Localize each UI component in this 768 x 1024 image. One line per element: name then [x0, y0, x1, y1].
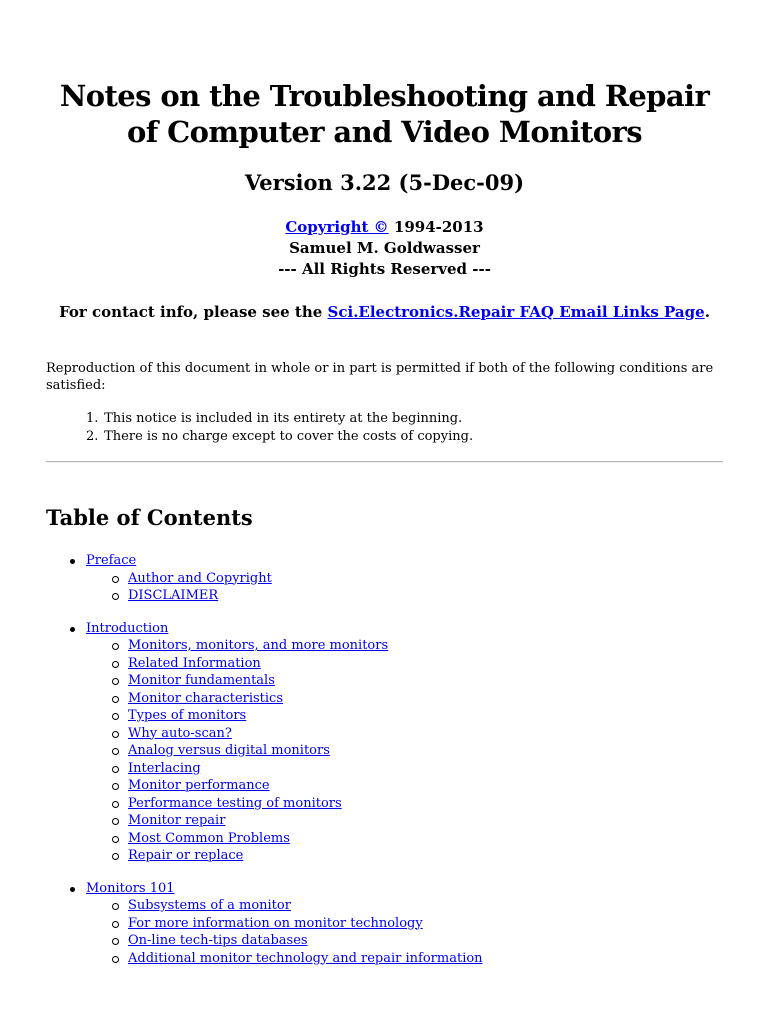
- toc-subitem: [46, 760, 723, 778]
- toc-link-monitors-101[interactable]: Monitors 101: [86, 880, 175, 896]
- toc-subitem: [46, 847, 723, 865]
- toc-link[interactable]: Interlacing: [128, 760, 201, 776]
- credits-block: [46, 217, 723, 280]
- condition-item: [86, 410, 763, 428]
- bullet-circle-icon: [112, 938, 119, 945]
- version-heading: Version 3.22 (5-Dec-09): [244, 170, 525, 195]
- horizontal-divider: [46, 461, 723, 463]
- condition-text: This notice is included in its entirety at the beginning.: [104, 411, 463, 426]
- bullet-circle-icon: [112, 713, 119, 720]
- toc-link-preface[interactable]: Preface: [86, 553, 137, 568]
- bullet-circle-icon: [112, 956, 119, 963]
- toc-section-item: [46, 552, 723, 570]
- toc-section-monitors-101: [46, 880, 723, 968]
- toc-subitem: [46, 725, 723, 743]
- bullet-circle-icon: [112, 836, 119, 843]
- toc-link[interactable]: Monitor fundamentals: [128, 673, 275, 688]
- toc-section-introduction: [46, 620, 723, 865]
- toc-subitem: [46, 795, 723, 813]
- author-name: Samuel M. Goldwasser: [289, 239, 480, 257]
- bullet-circle-icon: [112, 801, 119, 808]
- bullet-circle-icon: [112, 576, 119, 583]
- toc-subitem: [46, 932, 723, 950]
- toc-link[interactable]: Monitor performance: [128, 778, 270, 793]
- bullet-circle-icon: [112, 593, 119, 600]
- toc-link[interactable]: Performance testing of monitors: [128, 795, 342, 811]
- toc-link[interactable]: Most Common Problems: [128, 830, 290, 846]
- toc-subitem: [46, 707, 723, 725]
- bullet-circle-icon: [112, 678, 119, 685]
- copyright-link[interactable]: Copyright ©: [285, 218, 389, 236]
- condition-number: 2.: [86, 428, 99, 444]
- toc-link[interactable]: Author and Copyright: [128, 570, 272, 586]
- bullet-disc-icon: [70, 559, 75, 564]
- conditions-list: [46, 410, 763, 445]
- copyright-line: [46, 217, 723, 238]
- reproduction-notice: Reproduction of this document in whole or in part is permitted if both of the following conditions are satisfied:: [46, 361, 714, 393]
- condition-item: [86, 428, 763, 446]
- bullet-circle-icon: [112, 921, 119, 928]
- toc-section-item: [46, 620, 723, 638]
- toc-link-introduction[interactable]: Introduction: [86, 620, 169, 636]
- toc-link[interactable]: Monitor repair: [128, 813, 226, 828]
- toc-link[interactable]: Additional monitor technology and repair information: [128, 950, 483, 966]
- toc-subitem: [46, 950, 723, 968]
- toc-subitem: [46, 742, 723, 760]
- toc-link[interactable]: Types of monitors: [128, 708, 247, 723]
- page-title: Notes on the Troubleshooting and Repair of Computer and Video Monitors: [59, 79, 710, 149]
- toc-link[interactable]: Related Information: [128, 655, 261, 671]
- toc-subitem: [46, 830, 723, 848]
- contact-line: [46, 302, 723, 323]
- bullet-disc-icon: [70, 627, 75, 632]
- toc-link[interactable]: Subsystems of a monitor: [128, 898, 291, 913]
- copyright-years: 1994-2013: [393, 218, 484, 236]
- toc-subitem: [46, 672, 723, 690]
- toc-subitem: [46, 637, 723, 655]
- bullet-circle-icon: [112, 783, 119, 790]
- bullet-circle-icon: [112, 853, 119, 860]
- toc-subitem: [46, 587, 723, 605]
- table-of-contents: [46, 552, 723, 982]
- toc-subitem: [46, 690, 723, 708]
- bullet-circle-icon: [112, 818, 119, 825]
- rights-notice: --- All Rights Reserved ---: [278, 260, 491, 278]
- toc-subitem: [46, 570, 723, 588]
- toc-link[interactable]: Monitors, monitors, and more monitors: [128, 638, 389, 653]
- toc-subitem: [46, 655, 723, 673]
- condition-number: 1.: [86, 411, 99, 426]
- toc-subitem: [46, 777, 723, 795]
- bullet-circle-icon: [112, 766, 119, 773]
- toc-section-item: [46, 880, 723, 898]
- bullet-circle-icon: [112, 661, 119, 668]
- toc-heading: Table of Contents: [46, 505, 253, 530]
- bullet-circle-icon: [112, 643, 119, 650]
- toc-link[interactable]: Monitor characteristics: [128, 690, 284, 706]
- toc-section-preface: [46, 552, 723, 605]
- bullet-circle-icon: [112, 731, 119, 738]
- bullet-circle-icon: [112, 748, 119, 755]
- toc-link[interactable]: For more information on monitor technology: [128, 915, 423, 931]
- toc-link[interactable]: Why auto-scan?: [128, 725, 232, 741]
- condition-text: There is no charge except to cover the costs of copying.: [104, 428, 474, 444]
- toc-link[interactable]: Repair or replace: [128, 848, 244, 863]
- bullet-disc-icon: [70, 887, 75, 892]
- contact-suffix: .: [704, 303, 710, 321]
- bullet-circle-icon: [112, 696, 119, 703]
- toc-link[interactable]: DISCLAIMER: [128, 588, 219, 603]
- toc-subitem: [46, 812, 723, 830]
- toc-link[interactable]: On-line tech-tips databases: [128, 933, 308, 948]
- contact-prefix: For contact info, please see the: [59, 303, 323, 321]
- email-links-page-link[interactable]: Sci.Electronics.Repair FAQ Email Links Page: [327, 303, 705, 321]
- toc-subitem: [46, 897, 723, 915]
- toc-subitem: [46, 915, 723, 933]
- bullet-circle-icon: [112, 903, 119, 910]
- toc-link[interactable]: Analog versus digital monitors: [128, 743, 330, 758]
